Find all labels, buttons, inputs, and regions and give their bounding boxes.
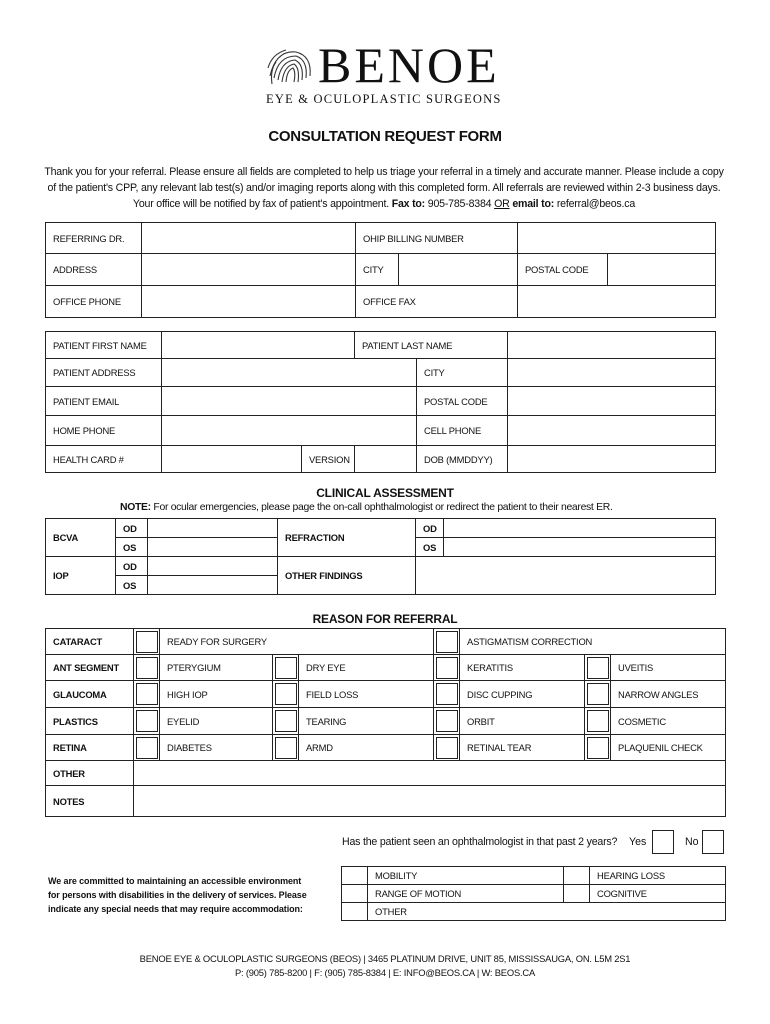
city-label: CITY [356, 254, 399, 286]
astigmatism-correction-label: ASTIGMATISM CORRECTION [460, 629, 726, 655]
postal-code-field[interactable] [608, 254, 716, 286]
accessibility-statement: We are committed to maintaining an accessible environment for persons with disabilities in the delivery of services. Please indicate any special needs that may require accommodation: [48, 876, 307, 914]
eyelid-checkbox[interactable] [134, 708, 160, 735]
cataract-label: CATARACT [46, 629, 134, 655]
version-label: VERSION [302, 446, 355, 473]
plastics-label: PLASTICS [46, 708, 134, 735]
clinical-assessment-heading: CLINICAL ASSESSMENT [316, 486, 454, 500]
health-card-label: HEALTH CARD # [46, 446, 162, 473]
bcva-os-label: OS [116, 538, 148, 557]
diabetes-checkbox[interactable] [134, 735, 160, 761]
accessibility-table [341, 866, 726, 921]
ohip-field[interactable] [518, 223, 716, 254]
mobility-checkbox[interactable] [342, 867, 368, 885]
cosmetic-checkbox[interactable] [585, 708, 611, 735]
iop-label: IOP [46, 557, 116, 595]
other-needs-checkbox[interactable] [342, 903, 368, 921]
tearing-checkbox[interactable] [273, 708, 299, 735]
diabetes-label: DIABETES [160, 735, 273, 761]
patient-last-name-label: PATIENT LAST NAME [355, 332, 508, 359]
iop-od-field[interactable] [148, 557, 278, 576]
footer [0, 952, 770, 980]
refraction-od-field[interactable] [444, 519, 716, 538]
patient-postal-code-label: POSTAL CODE [417, 387, 508, 416]
logo-subtitle: EYE & OCULOPLASTIC SURGEONS [266, 92, 502, 106]
referrer-table [45, 222, 716, 318]
cognitive-checkbox[interactable] [564, 885, 590, 903]
intro-paragraph: Thank you for your referral. Please ensure all fields are completed to help us triage your referral in a timely and accurate manner. Please include a copy of the patient's CPP, any relevant lab test(s) and/or imaging reports along with this completed form. All referrals are reviewed within 2-3 business days. Your office will be notified by fax of patient's appointment. Fax to: 905-785-8384 OR email to: referral@beos.ca [44, 166, 724, 210]
iop-od-label: OD [116, 557, 148, 576]
patient-postal-code-field[interactable] [508, 387, 716, 416]
narrow-angles-label: NARROW ANGLES [611, 681, 726, 708]
dob-field[interactable] [508, 446, 716, 473]
ophthalmologist-question: Has the patient seen an ophthalmologist in that past 2 years? [342, 836, 618, 848]
home-phone-field[interactable] [162, 416, 417, 446]
version-field[interactable] [355, 446, 417, 473]
patient-first-name-field[interactable] [162, 332, 355, 359]
bcva-od-field[interactable] [148, 519, 278, 538]
hearing-loss-label: HEARING LOSS [590, 867, 726, 885]
other-findings-field[interactable] [416, 557, 716, 595]
emergency-note: NOTE: For ocular emergencies, please page the on-call ophthalmologist or redirect the patient to their nearest ER. [120, 502, 613, 513]
dry-eye-checkbox[interactable] [273, 655, 299, 681]
logo-wordmark: BENOE [318, 37, 500, 93]
referring-dr-field[interactable] [142, 223, 356, 254]
refraction-os-field[interactable] [444, 538, 716, 557]
ready-for-surgery-label: READY FOR SURGERY [160, 629, 434, 655]
city-field[interactable] [399, 254, 518, 286]
orbit-checkbox[interactable] [434, 708, 460, 735]
form-title: CONSULTATION REQUEST FORM [268, 128, 502, 145]
postal-code-label: POSTAL CODE [518, 254, 608, 286]
ant-segment-label: ANT SEGMENT [46, 655, 134, 681]
tearing-label: TEARING [299, 708, 434, 735]
dry-eye-label: DRY EYE [299, 655, 434, 681]
patient-first-name-label: PATIENT FIRST NAME [46, 332, 162, 359]
patient-email-field[interactable] [162, 387, 417, 416]
office-fax-label: OFFICE FAX [356, 286, 518, 318]
ready-for-surgery-checkbox[interactable] [134, 629, 160, 655]
bcva-label: BCVA [46, 519, 116, 557]
mobility-label: MOBILITY [368, 867, 564, 885]
hearing-loss-checkbox[interactable] [564, 867, 590, 885]
keratitis-checkbox[interactable] [434, 655, 460, 681]
patient-email-label: PATIENT EMAIL [46, 387, 162, 416]
notes-label: NOTES [46, 786, 134, 817]
footer-contact: P: (905) 785-8200 | F: (905) 785-8384 | E: INFO@BEOS.CA | W: BEOS.CA [234, 967, 536, 978]
field-loss-checkbox[interactable] [273, 681, 299, 708]
refraction-label: REFRACTION [278, 519, 416, 557]
refraction-od-label: OD [416, 519, 444, 538]
range-of-motion-checkbox[interactable] [342, 885, 368, 903]
retinal-tear-label: RETINAL TEAR [460, 735, 585, 761]
other-label: OTHER [46, 761, 134, 786]
other-needs-label: OTHER [368, 903, 726, 921]
plaquenil-check-checkbox[interactable] [585, 735, 611, 761]
patient-address-label: PATIENT ADDRESS [46, 359, 162, 387]
yes-checkbox[interactable] [652, 830, 674, 854]
pterygium-checkbox[interactable] [134, 655, 160, 681]
office-phone-label: OFFICE PHONE [46, 286, 142, 318]
armd-checkbox[interactable] [273, 735, 299, 761]
yes-label: Yes [629, 836, 647, 848]
glaucoma-label: GLAUCOMA [46, 681, 134, 708]
plaquenil-check-label: PLAQUENIL CHECK [611, 735, 726, 761]
patient-last-name-field[interactable] [508, 332, 716, 359]
patient-city-label: CITY [417, 359, 508, 387]
office-fax-field[interactable] [518, 286, 716, 318]
field-loss-label: FIELD LOSS [299, 681, 434, 708]
other-field[interactable] [134, 761, 726, 786]
keratitis-label: KERATITIS [460, 655, 585, 681]
narrow-angles-checkbox[interactable] [585, 681, 611, 708]
no-checkbox[interactable] [702, 830, 724, 854]
notes-field[interactable] [134, 786, 726, 817]
referral-table [45, 628, 726, 817]
footer-address: BENOE EYE & OCULOPLASTIC SURGEONS (BEOS) | 3465 PLATINUM DRIVE, UNIT 85, MISSISSAUGA, ON. L5M 2S1 [139, 953, 631, 964]
refraction-os-label: OS [416, 538, 444, 557]
patient-table [45, 331, 716, 473]
home-phone-label: HOME PHONE [46, 416, 162, 446]
cosmetic-label: COSMETIC [611, 708, 726, 735]
address-label: ADDRESS [46, 254, 142, 286]
uveitis-label: UVEITIS [611, 655, 726, 681]
astigmatism-correction-checkbox[interactable] [434, 629, 460, 655]
cell-phone-field[interactable] [508, 416, 716, 446]
disc-cupping-checkbox[interactable] [434, 681, 460, 708]
logo-fingerprint-icon [266, 46, 314, 86]
high-iop-label: HIGH IOP [160, 681, 273, 708]
clinical-table [45, 518, 716, 595]
disc-cupping-label: DISC CUPPING [460, 681, 585, 708]
address-field[interactable] [142, 254, 356, 286]
cell-phone-label: CELL PHONE [417, 416, 508, 446]
cognitive-label: COGNITIVE [590, 885, 726, 903]
uveitis-checkbox[interactable] [585, 655, 611, 681]
pterygium-label: PTERYGIUM [160, 655, 273, 681]
patient-address-field[interactable] [162, 359, 417, 387]
health-card-field[interactable] [162, 446, 302, 473]
referring-dr-label: REFERRING DR. [46, 223, 142, 254]
iop-os-field[interactable] [148, 576, 278, 595]
eyelid-label: EYELID [160, 708, 273, 735]
range-of-motion-label: RANGE OF MOTION [368, 885, 564, 903]
iop-os-label: OS [116, 576, 148, 595]
orbit-label: ORBIT [460, 708, 585, 735]
patient-city-field[interactable] [508, 359, 716, 387]
retina-label: RETINA [46, 735, 134, 761]
high-iop-checkbox[interactable] [134, 681, 160, 708]
no-label: No [685, 836, 699, 848]
ohip-label: OHIP BILLING NUMBER [356, 223, 518, 254]
office-phone-field[interactable] [142, 286, 356, 318]
reason-for-referral-heading: REASON FOR REFERRAL [312, 612, 458, 626]
bcva-od-label: OD [116, 519, 148, 538]
other-findings-label: OTHER FINDINGS [278, 557, 416, 595]
bcva-os-field[interactable] [148, 538, 278, 557]
armd-label: ARMD [299, 735, 434, 761]
dob-label: DOB (MMDDYY) [417, 446, 508, 473]
retinal-tear-checkbox[interactable] [434, 735, 460, 761]
